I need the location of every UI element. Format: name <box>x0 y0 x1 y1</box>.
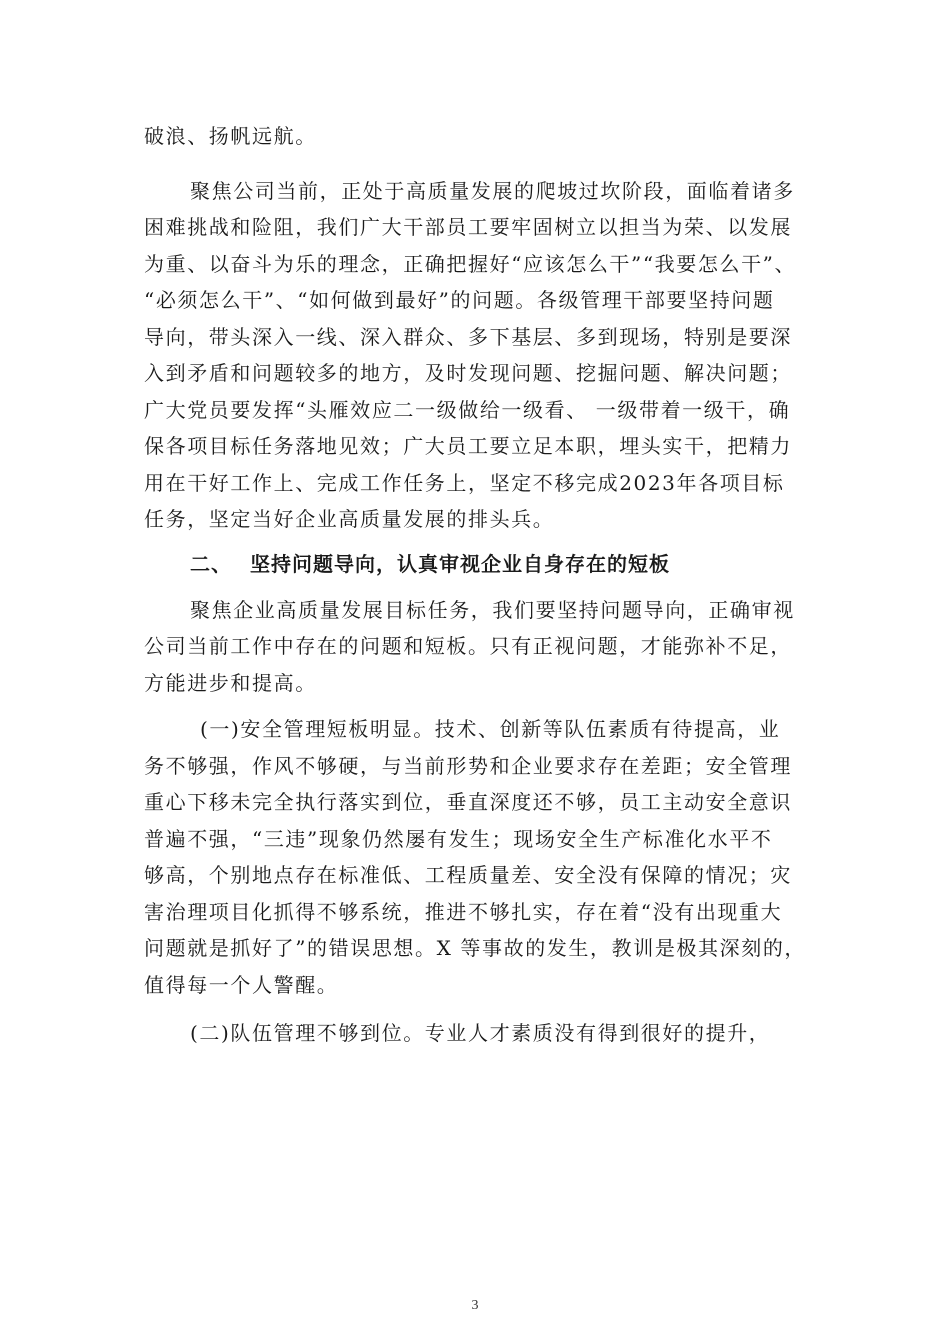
text-line: 广大党员要发挥“头雁效应二一级做给一级看、 一级带着一级干，确 <box>144 397 791 422</box>
text-line: 任务，坚定当好企业高质量发展的排头兵。 <box>144 507 555 531</box>
paragraph-continuation <box>144 118 812 155</box>
section-heading <box>144 546 812 582</box>
paragraph-problem-orientation <box>144 592 812 702</box>
text-line: 害治理项目化抓得不够系统，推进不够扎实，存在着“没有出现重大 <box>144 899 783 924</box>
text-line: 用在干好工作上、完成工作任务上，坚定不移完成2023年各项目标 <box>144 470 785 495</box>
text-line: 为重、以奋斗为乐的理念，正确把握好“应该怎么干”“我要怎么干”、 <box>144 251 797 276</box>
text-line: 方能进步和提高。 <box>144 670 317 695</box>
section-number: 二、 <box>190 551 232 576</box>
text-line: 公司当前工作中存在的问题和短板。只有正视问题，才能弥补不足， <box>144 634 792 658</box>
paragraph-safety-management <box>144 711 812 1003</box>
text-line: (二)队伍管理不够到位。专业人才素质没有得到很好的提升， <box>190 1021 771 1045</box>
page-number: 3 <box>471 1298 479 1313</box>
text-line: “必须怎么干”、“如何做到最好”的问题。各级管理干部要坚持问题 <box>144 288 775 312</box>
text-line: 聚焦公司当前，正处于高质量发展的爬坡过坎阶段，面临着诸多 <box>190 178 795 203</box>
text-line: 聚焦企业高质量发展目标任务，我们要坚持问题导向，正确审视 <box>190 597 795 622</box>
text-line: 值得每一个人警醒。 <box>144 972 339 997</box>
section-title: 坚持问题导向，认真审视企业自身存在的短板 <box>250 551 670 576</box>
text-line: 普遍不强，“三违”现象仍然屡有发生；现场安全生产标准化水平不 <box>144 826 773 851</box>
text-line: 破浪、扬帆远航。 <box>144 124 317 148</box>
text-line: 导向，带头深入一线、深入群众、多下基层、多到现场，特别是要深 <box>144 324 792 349</box>
text-line: 问题就是抓好了”的错误思想。X 等事故的发生，教训是极其深刻的， <box>144 936 807 960</box>
text-line: 重心下移未完全执行落实到位，垂直深度还不够，员工主动安全意识 <box>144 790 792 814</box>
text-line: 入到矛盾和问题较多的地方，及时发现问题、挖掘问题、解决问题； <box>144 361 792 385</box>
paragraph-company-focus <box>144 173 812 538</box>
text-line: 困难挑战和险阻，我们广大干部员工要牢固树立以担当为荣、以发展 <box>144 215 792 239</box>
text-line: 保各项目标任务落地见效；广大员工要立足本职，埋头实干，把精力 <box>144 434 792 458</box>
text-line: 务不够强，作风不够硬，与当前形势和企业要求存在差距；安全管理 <box>144 753 792 778</box>
document-body <box>144 118 812 1052</box>
text-line: (一)安全管理短板明显。技术、创新等队伍素质有待提高，业 <box>200 717 781 741</box>
paragraph-team-management <box>144 1015 812 1052</box>
text-line: 够高，个别地点存在标准低、工程质量差、安全没有保障的情况；灾 <box>144 863 792 887</box>
